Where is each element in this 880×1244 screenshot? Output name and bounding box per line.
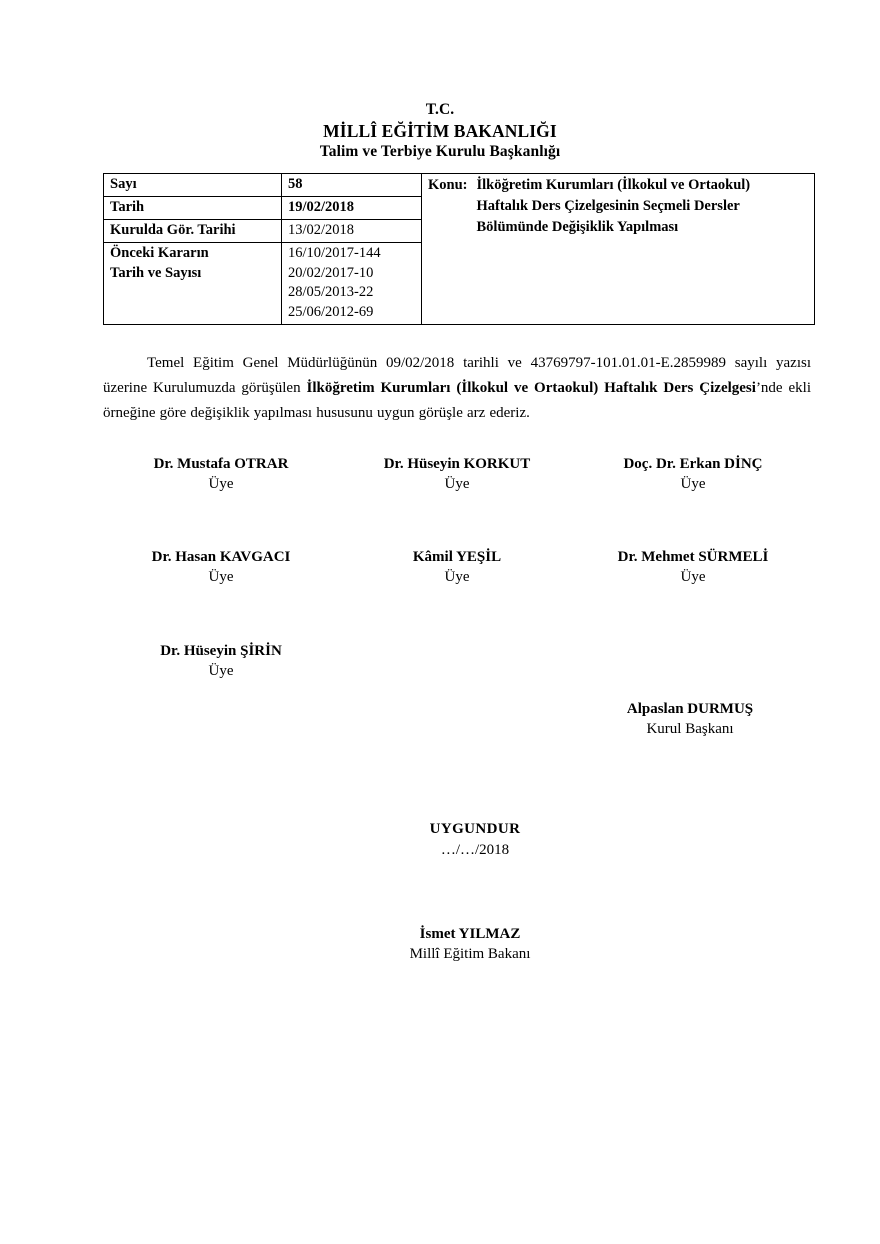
onceki-karar-item: 20/02/2017-10 — [288, 264, 374, 281]
member-name: Kâmil YEŞİL — [412, 549, 502, 565]
member-title: Üye — [444, 475, 470, 492]
approval-block — [295, 820, 655, 860]
member-name: Dr. Hasan KAVGACI — [151, 549, 291, 565]
row-label-kurulda-gorusulme-tarihi: Kurulda Gör. Tarihi — [104, 220, 282, 243]
body-text-emphasis: İlköğretim Kurumları (İlkokul ve Ortaokul) Haftalık Ders Çizelgesi — [306, 379, 756, 396]
signature-block-minister — [290, 925, 650, 965]
decision-body-paragraph — [103, 351, 811, 426]
body-text-part-2: ’nde ekli örneğine göre değişiklik yapılması hususunu uygun görüşle arz ederiz. — [103, 379, 811, 421]
member-title: Üye — [208, 475, 234, 492]
body-text-part-1: Temel Eğitim Genel Müdürlüğünün 09/02/2018 tarihli ve 43769797-101.01.01-E.2859989 sayılı yazısı üzerine Kurulumuzda görüşülen — [103, 355, 811, 396]
subject-line-2: Haftalık Ders Çizelgesinin Seçmeli Dersler — [476, 198, 740, 215]
member-name: Dr. Mustafa OTRAR — [153, 456, 289, 472]
onceki-karar-item: 25/06/2012-69 — [288, 303, 374, 320]
row-label-sayi: Sayı — [104, 174, 282, 197]
signature-row-3 — [103, 642, 811, 681]
chairman-name: Alpaslan DURMUŞ — [626, 701, 754, 717]
member-name: Dr. Hüseyin KORKUT — [383, 456, 531, 472]
header-republic-line: T.C. — [425, 101, 455, 118]
document-header — [0, 100, 880, 162]
row-label-onceki-karar — [104, 243, 282, 325]
row-label-tarih: Tarih — [104, 197, 282, 220]
signature-block-member-1 — [103, 455, 339, 494]
signature-block-member-4 — [103, 548, 339, 587]
member-title: Üye — [680, 568, 706, 585]
onceki-karar-label-line-1: Önceki Kararın — [110, 245, 209, 262]
signature-row-2 — [103, 548, 811, 587]
chairman-title: Kurul Başkanı — [646, 720, 734, 737]
row-value-tarih: 19/02/2018 — [282, 197, 422, 220]
member-name: Doç. Dr. Erkan DİNÇ — [623, 456, 763, 472]
table-row — [104, 174, 815, 197]
member-title: Üye — [680, 475, 706, 492]
signature-block-member-2 — [339, 455, 575, 494]
row-value-kurulda-gorusulme-tarihi: 13/02/2018 — [282, 220, 422, 243]
decision-info-table — [103, 173, 815, 325]
member-title: Üye — [208, 568, 234, 585]
subject-label: Konu: — [428, 177, 468, 193]
subject-line-3: Bölümünde Değişiklik Yapılması — [476, 219, 679, 236]
approval-date: …/…/2018 — [440, 841, 510, 858]
signature-block-member-6 — [575, 548, 811, 587]
member-name: Dr. Mehmet SÜRMELİ — [617, 549, 769, 565]
approval-label: UYGUNDUR — [429, 821, 521, 837]
row-value-onceki-karar-list — [282, 243, 422, 325]
subject-text — [477, 175, 809, 238]
subject-cell — [422, 174, 815, 325]
subject-line-1: İlköğretim Kurumları (İlkokul ve Ortaokul) — [476, 177, 751, 193]
minister-title: Millî Eğitim Bakanı — [409, 945, 531, 962]
signature-row-1 — [103, 455, 811, 494]
minister-name: İsmet YILMAZ — [419, 926, 521, 942]
header-ministry-name: MİLLÎ EĞİTİM BAKANLIĞI — [323, 120, 557, 141]
onceki-karar-item: 28/05/2013-22 — [288, 284, 374, 301]
onceki-karar-label-line-2: Tarih ve Sayısı — [110, 264, 202, 281]
signature-block-member-7 — [103, 642, 339, 681]
signature-block-chairman — [540, 700, 840, 740]
member-title: Üye — [444, 568, 470, 585]
member-title: Üye — [208, 662, 234, 679]
header-board-name: Talim ve Terbiye Kurulu Başkanlığı — [319, 143, 561, 161]
signature-block-member-3 — [575, 455, 811, 494]
signature-block-member-5 — [339, 548, 575, 587]
member-name: Dr. Hüseyin ŞİRİN — [160, 643, 282, 659]
row-value-sayi: 58 — [282, 174, 422, 197]
onceki-karar-item: 16/10/2017-144 — [288, 245, 381, 262]
